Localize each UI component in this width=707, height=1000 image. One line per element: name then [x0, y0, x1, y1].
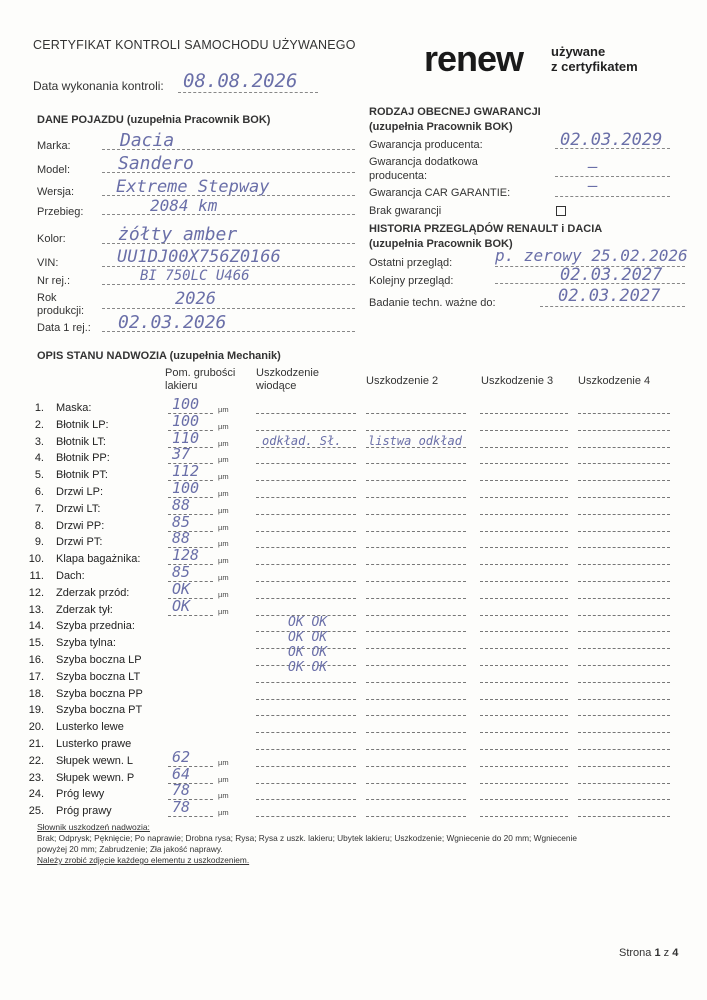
history-label-next: Kolejny przegląd: — [369, 275, 454, 287]
warranty-label-additional-1: Gwarancja dodatkowa — [369, 156, 478, 168]
row-number: 25. — [28, 805, 44, 817]
thickness-value: 100 — [172, 395, 200, 413]
warranty-value-additional: — — [588, 157, 598, 176]
logo-tagline-2: z certyfikatem — [551, 59, 638, 74]
unit-label: µm — [218, 439, 229, 448]
row-label: Zderzak przód: — [56, 587, 130, 599]
thickness-value: 100 — [172, 412, 200, 430]
history-value-inspection: 02.03.2027 — [558, 286, 661, 306]
row-number: 19. — [28, 704, 44, 716]
unit-label: µm — [218, 523, 229, 532]
page-total: 4 — [672, 947, 679, 959]
field-label-registration: Nr rej.: — [37, 275, 70, 287]
row-label: Błotnik PT: — [56, 469, 108, 481]
thickness-value: 85 — [172, 563, 191, 581]
unit-label: µm — [218, 539, 229, 548]
row-label: Szyba boczna PT — [56, 704, 143, 716]
unit-label: µm — [218, 472, 229, 481]
row-label: Szyba boczna PP — [56, 688, 143, 700]
page-prefix: Strona — [619, 947, 652, 959]
thickness-value: 110 — [172, 429, 200, 447]
field-label-year-2: produkcji: — [37, 305, 85, 317]
row-number: 5. — [34, 469, 44, 481]
photo-note: Należy zrobić zdjęcie każdego elementu z uszkodzeniem. — [37, 855, 250, 865]
history-value-last: p. zerowy 25.02.2026 — [495, 246, 688, 265]
row-label: Błotnik LT: — [56, 436, 106, 448]
damage-dictionary-title: Słownik uszkodzeń nadwozia: — [37, 822, 150, 832]
row-label: Klapa bagażnika: — [56, 553, 141, 565]
renew-logo: renew — [424, 38, 524, 79]
row-number: 20. — [28, 721, 44, 733]
page-number: 1 — [654, 947, 661, 959]
thickness-value: 78 — [172, 781, 191, 799]
row-label: Błotnik PP: — [56, 452, 110, 464]
thickness-value: 64 — [172, 765, 191, 783]
field-label-color: Kolor: — [37, 233, 66, 245]
inspection-date-value: 08.08.2026 — [183, 70, 298, 92]
unit-label: µm — [218, 506, 229, 515]
unit-label: µm — [218, 405, 229, 414]
unit-label: µm — [218, 455, 229, 464]
unit-label: µm — [218, 758, 229, 767]
field-label-mileage: Przebieg: — [37, 206, 84, 218]
col-header-damage-2: Uszkodzenie 2 — [366, 375, 439, 387]
history-heading: HISTORIA PRZEGLĄDÓW RENAULT i DACIA — [369, 223, 603, 235]
row-number: 14. — [28, 620, 44, 632]
field-value-year: 2026 — [175, 289, 216, 309]
col-header-damage-4: Uszkodzenie 4 — [578, 375, 651, 387]
row-number: 13. — [28, 604, 44, 616]
field-value-version: Extreme Stepway — [116, 177, 270, 197]
unit-label: µm — [218, 422, 229, 431]
row-number: 7. — [34, 503, 44, 515]
row-number: 16. — [28, 654, 44, 666]
row-label: Drzwi PP: — [56, 520, 105, 532]
warranty-value-car-garantie: — — [588, 176, 598, 195]
row-label: Szyba boczna LP — [56, 654, 142, 666]
col-header-thickness: Pom. grubości lakieru — [165, 367, 236, 392]
lead-damage-value: odkład. Sł. — [262, 434, 342, 448]
row-label: Lusterko lewe — [56, 721, 124, 733]
row-number: 23. — [28, 772, 44, 784]
row-number: 3. — [34, 436, 44, 448]
row-number: 11. — [29, 570, 44, 582]
history-label-inspection: Badanie techn. ważne do: — [369, 297, 496, 309]
field-value-model: Sandero — [118, 153, 194, 174]
row-number: 2. — [34, 419, 44, 431]
unit-label: µm — [218, 590, 229, 599]
field-value-color: żółty amber — [118, 224, 238, 245]
row-number: 6. — [34, 486, 44, 498]
glass-ok-marks: OK OK OK OK OK OK OK OK — [288, 615, 328, 675]
unit-label: µm — [218, 808, 229, 817]
thickness-value: 88 — [172, 496, 191, 514]
thickness-value: 37 — [172, 445, 191, 463]
thickness-value: 100 — [172, 479, 200, 497]
row-number: 24. — [28, 788, 44, 800]
history-subheading: (uzupełnia Pracownik BOK) — [369, 238, 513, 250]
damage-dictionary-line-1: Brak; Odprysk; Pęknięcie; Po naprawie; Drobna rysa; Rysa; Rysa z uszk. lakieru; Ubytek lakieru; Uszkodzenie; Wgniecenie do 20 mm; Wgniecenie — [37, 833, 577, 843]
field-value-make: Dacia — [120, 130, 175, 151]
unit-label: µm — [218, 775, 229, 784]
row-number: 4. — [34, 452, 44, 464]
row-label: Szyba boczna LT — [56, 671, 141, 683]
row-number: 22. — [28, 755, 44, 767]
unit-label: µm — [218, 791, 229, 800]
row-number: 1. — [34, 402, 44, 414]
thickness-value: OK — [172, 580, 191, 598]
field-value-mileage: 2084 km — [150, 196, 218, 215]
row-label: Szyba tylna: — [56, 637, 116, 649]
row-label: Słupek wewn. L — [56, 755, 134, 767]
thickness-value: 78 — [172, 798, 191, 816]
col-header-lead: Uszkodzenie wiodące — [256, 367, 319, 392]
unit-label: µm — [218, 556, 229, 565]
row-number: 15. — [28, 637, 44, 649]
page-separator: z — [663, 947, 670, 959]
unit-label: µm — [218, 489, 229, 498]
field-label-year-1: Rok — [37, 292, 57, 304]
field-label-model: Model: — [37, 164, 71, 176]
warranty-label-additional-2: producenta: — [369, 170, 428, 182]
history-label-last: Ostatni przegląd: — [369, 257, 453, 269]
field-label-make: Marka: — [37, 140, 71, 152]
row-label: Drzwi LP: — [56, 486, 104, 498]
row-number: 12. — [28, 587, 44, 599]
warranty-value-producer: 02.03.2029 — [560, 130, 663, 150]
row-number: 21. — [28, 738, 44, 750]
row-number: 9. — [34, 536, 44, 548]
col-header-damage-3: Uszkodzenie 3 — [481, 375, 554, 387]
no-warranty-checkbox[interactable] — [556, 206, 566, 216]
row-label: Słupek wewn. P — [56, 772, 135, 784]
thickness-value: 112 — [172, 462, 200, 480]
unit-label: µm — [218, 607, 229, 616]
thickness-value: OK — [172, 597, 191, 615]
page-indicator — [619, 947, 678, 959]
row-label: Maska: — [56, 402, 92, 414]
vehicle-data-heading: DANE POJAZDU (uzupełnia Pracownik BOK) — [37, 114, 271, 126]
thickness-value: 62 — [172, 748, 191, 766]
row-label: Lusterko prawe — [56, 738, 132, 750]
inspection-date-label: Data wykonania kontroli: — [33, 79, 164, 93]
warranty-heading: RODZAJ OBECNEJ GWARANCJI — [369, 106, 541, 118]
field-value-registration: BI 750LC U466 — [140, 268, 250, 284]
row-label: Błotnik LP: — [56, 419, 109, 431]
field-label-version: Wersja: — [37, 186, 75, 198]
row-number: 8. — [34, 520, 44, 532]
damage-2-value: listwa odkład — [368, 434, 462, 448]
field-value-first-reg: 02.03.2026 — [118, 312, 227, 333]
logo-tagline-1: używane — [551, 44, 606, 59]
body-section-heading: OPIS STANU NADWOZIA (uzupełnia Mechanik) — [37, 350, 281, 362]
history-value-next: 02.03.2027 — [560, 265, 663, 285]
row-label: Szyba przednia: — [56, 620, 135, 632]
field-label-first-reg: Data 1 rej.: — [37, 322, 91, 334]
document-title: CERTYFIKAT KONTROLI SAMOCHODU UŻYWANEGO — [33, 38, 356, 52]
thickness-value: 85 — [172, 513, 191, 531]
row-label: Dach: — [56, 570, 85, 582]
row-label: Drzwi PT: — [56, 536, 103, 548]
row-label: Próg lewy — [56, 788, 105, 800]
row-label: Próg prawy — [56, 805, 112, 817]
warranty-label-car-garantie: Gwarancja CAR GARANTIE: — [369, 187, 511, 199]
row-number: 17. — [28, 671, 44, 683]
warranty-subheading: (uzupełnia Pracownik BOK) — [369, 121, 513, 133]
warranty-label-producer: Gwarancja producenta: — [369, 139, 483, 151]
field-value-vin: UU1DJ00X756Z0166 — [117, 247, 281, 267]
thickness-value: 88 — [172, 529, 191, 547]
row-label: Zderzak tył: — [56, 604, 113, 616]
row-number: 10. — [28, 553, 44, 565]
unit-label: µm — [218, 573, 229, 582]
row-label: Drzwi LT: — [56, 503, 101, 515]
field-label-vin: VIN: — [37, 257, 59, 269]
row-number: 18. — [28, 688, 44, 700]
thickness-value: 128 — [172, 546, 200, 564]
warranty-label-none: Brak gwarancji — [369, 205, 442, 217]
damage-dictionary-line-2: powyżej 20 mm; Zabrudzenie; Zła jakość naprawy. — [37, 844, 223, 854]
